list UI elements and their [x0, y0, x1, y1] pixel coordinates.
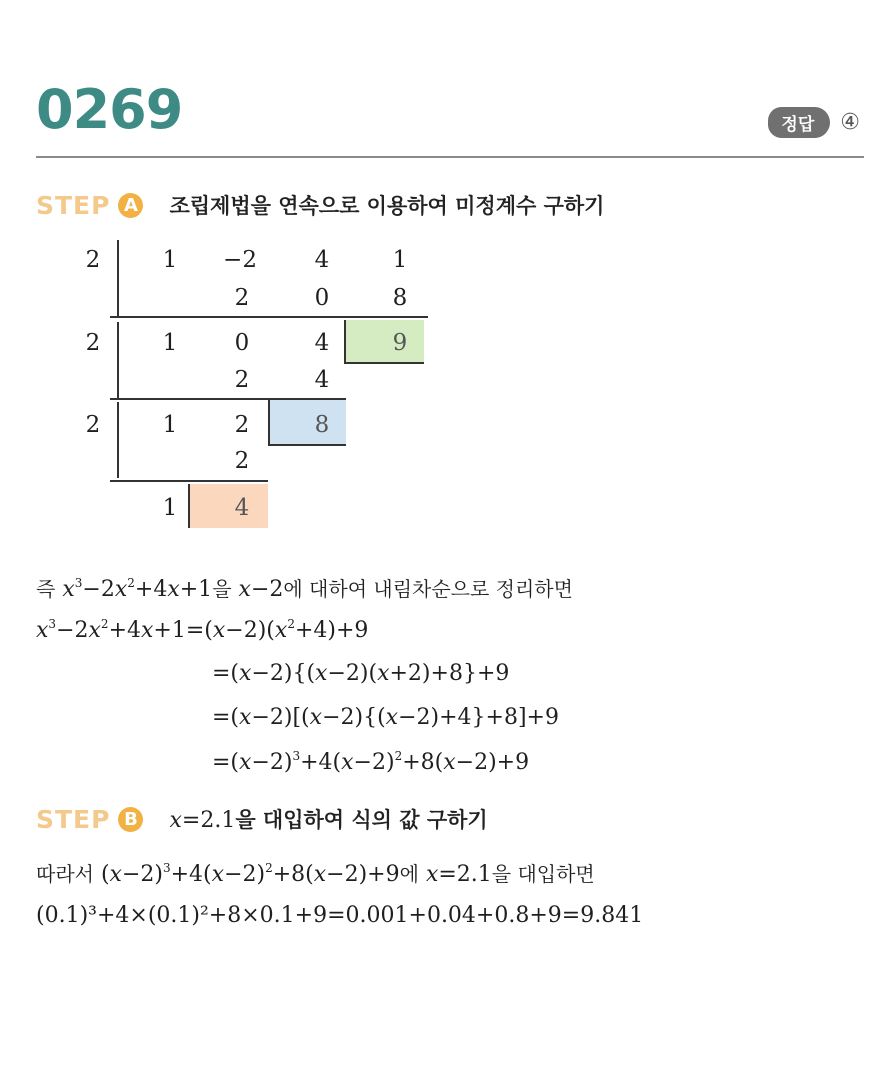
step-a-heading	[36, 190, 604, 220]
division-underline	[110, 316, 428, 318]
partial-product: 2	[234, 367, 250, 393]
remainder-value: 8	[314, 412, 330, 438]
divisor: 2	[85, 330, 101, 356]
conclusion-prefix: 따라서	[36, 862, 94, 886]
quotient-coefficient: 1	[162, 495, 178, 521]
coefficient: 2	[234, 412, 250, 438]
step-a-letter: A	[118, 193, 143, 218]
division-bar	[117, 402, 119, 478]
coefficient: 0	[234, 330, 250, 356]
partial-product: 8	[392, 285, 408, 311]
division-underline	[110, 480, 268, 482]
partial-product: 0	[314, 285, 330, 311]
remainder-value: 4	[234, 495, 250, 521]
division-bar	[117, 240, 119, 316]
step-b-letter: B	[118, 807, 143, 832]
division-bar	[117, 322, 119, 398]
coefficient: 1	[162, 330, 178, 356]
coefficient: 1	[162, 412, 178, 438]
answer-value: ④	[840, 110, 860, 135]
coefficient: 4	[314, 330, 330, 356]
step-b-title-suffix: 을 대입하여 식의 값 구하기	[235, 808, 488, 832]
step-a-label: STEP	[36, 190, 111, 220]
divisor: 2	[85, 412, 101, 438]
answer-area	[768, 107, 860, 138]
equation-line-2: =(x−2){(x−2)(x+2)+8}+9	[212, 661, 510, 686]
polynomial: $x^3-2x^2+4x+1$	[62, 576, 213, 602]
partial-product: 4	[314, 367, 330, 393]
answer-badge: 정답	[768, 107, 830, 138]
explanation-suffix: 에 대하여 내림차순으로 정리하면	[283, 577, 573, 601]
explanation-prefix: 즉	[36, 577, 56, 601]
conclusion-suffix: 을 대입하면	[491, 862, 595, 886]
partial-product: 2	[234, 285, 250, 311]
step-b-label: STEP	[36, 804, 111, 834]
equation-line-1: $x^3-2x^2+4x+1=(x-2)(x^2+4)+9$	[36, 617, 369, 643]
divisor: 2	[85, 247, 101, 273]
conclusion-mid: 에	[399, 862, 419, 886]
step-a-title: 조립제법을 연속으로 이용하여 미정계수 구하기	[169, 194, 605, 218]
coefficient: 1	[162, 247, 178, 273]
remainder-value: 9	[392, 330, 408, 356]
divisor-expression: x−2	[238, 577, 284, 602]
explanation-line-1	[36, 573, 573, 602]
coefficient: 1	[392, 247, 408, 273]
step-b-heading	[36, 804, 488, 834]
step-b-title: x=2.1을 대입하여 식의 값 구하기	[169, 808, 488, 833]
problem-number: 0269	[36, 78, 183, 141]
coefficient: 4	[314, 247, 330, 273]
equation-line-3: =(x−2)[(x−2){(x−2)+4}+8]+9	[212, 705, 559, 730]
conclusion-final: (0.1)³+4×(0.1)²+8×0.1+9=0.001+0.04+0.8+9=9.841	[36, 903, 644, 928]
partial-product: 2	[234, 448, 250, 474]
equation-line-4: $=(x-2)^3+4(x-2)^2+8(x-2)+9$	[212, 749, 530, 775]
conclusion-line-1: 따라서 $(x-2)^3+4(x-2)^2+8(x-2)+9$에 x=2.1을 대입하면	[36, 861, 595, 887]
explanation-particle: 을	[212, 577, 232, 601]
header-divider	[36, 156, 864, 158]
coefficient: −2	[223, 247, 257, 273]
